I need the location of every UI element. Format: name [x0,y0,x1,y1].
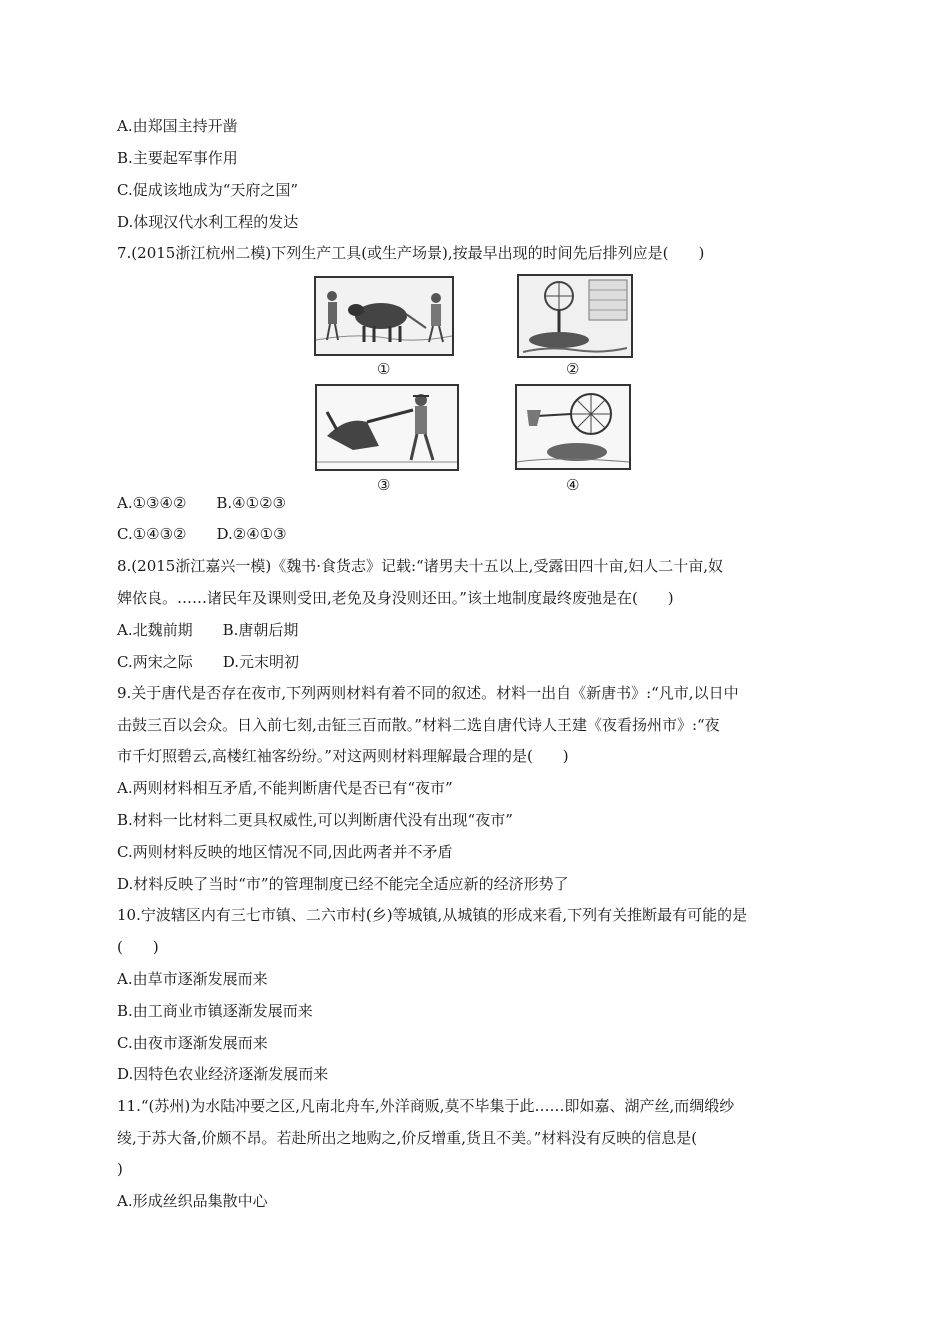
q9-stem-line-3: 市千灯照碧云,高楼红袖客纷纷。”对这两则材料理解最合理的是( ) [117,747,569,765]
q8-stem-line-2: 婢依良。……诸民年及课则受田,老免及身没则还田。”该土地制度最终废弛是在( ) [117,589,674,607]
q10-stem-line-2: ( ) [117,938,159,956]
ox-plowing-illustration [316,278,452,354]
q9-option-b: B.材料一比材料二更具权威性,可以判断唐代没有出现“夜市” [117,811,513,829]
q8-options-ab: A.北魏前期 B.唐朝后期 [117,621,299,639]
q11-stem-line-1: 11.“(苏州)为水陆冲要之区,凡南北舟车,外洋商贩,莫不毕集于此……即如嘉、湖产丝,而绸缎纱 [117,1097,735,1115]
figure-waterwheel [515,384,631,470]
q9-stem-line-2: 击鼓三百以会众。日入前七刻,击钲三百而散。”材料二选自唐代诗人王建《夜看扬州市》:“夜 [117,716,720,734]
figure-ox-plowing [314,276,454,356]
q8-stem-line-1: 8.(2015浙江嘉兴一模)《魏书·食货志》记载:“诸男夫十五以上,受露田四十亩,妇人二十亩,奴 [117,557,723,575]
figure-label-1: ① [377,360,391,378]
water-mill-illustration [519,276,631,356]
q11-stem-line-3: ) [117,1160,123,1178]
q10-option-a: A.由草市逐渐发展而来 [117,970,268,988]
q9-option-d: D.材料反映了当时“市”的管理制度已经不能完全适应新的经济形势了 [117,875,569,893]
q10-option-c: C.由夜市逐渐发展而来 [117,1034,268,1052]
q7-stem: 7.(2015浙江杭州二模)下列生产工具(或生产场景),按最早出现的时间先后排列应是( ) [117,244,705,262]
q9-stem-line-1: 9.关于唐代是否存在夜市,下列两则材料有着不同的叙述。材料一出自《新唐书》:“凡市,以日中 [117,684,739,702]
figure-plough [315,384,459,471]
q6-option-d: D.体现汉代水利工程的发达 [117,213,299,231]
q10-option-b: B.由工商业市镇逐渐发展而来 [117,1002,313,1020]
figure-label-4: ④ [566,476,580,494]
figure-label-2: ② [566,360,580,378]
figure-water-mill [517,274,633,358]
q10-option-d: D.因特色农业经济逐渐发展而来 [117,1065,329,1083]
q9-option-c: C.两则材料反映的地区情况不同,因此两者并不矛盾 [117,843,453,861]
q10-stem-line-1: 10.宁波辖区内有三七市镇、二六市村(乡)等城镇,从城镇的形成来看,下列有关推断最有可能的是 [117,906,748,924]
q7-options-ab: A.①③④② B.④①②③ [117,494,286,512]
q6-option-a: A.由郑国主持开凿 [117,117,238,135]
q9-option-a: A.两则材料相互矛盾,不能判断唐代是否已有“夜市” [117,779,453,797]
q6-option-b: B.主要起军事作用 [117,149,238,167]
q11-stem-line-2: 绫,于苏大备,价颇不昂。若赴所出之地购之,价反增重,货且不美。”材料没有反映的信息是( [117,1129,698,1147]
q8-options-cd: C.两宋之际 D.元末明初 [117,653,299,671]
waterwheel-illustration [517,386,629,468]
q7-options-cd: C.①④③② D.②④①③ [117,525,287,543]
figure-label-3: ③ [377,476,391,494]
q11-option-a: A.形成丝织品集散中心 [117,1192,268,1210]
q6-option-c: C.促成该地成为“天府之国” [117,181,299,199]
plough-illustration [317,386,457,469]
